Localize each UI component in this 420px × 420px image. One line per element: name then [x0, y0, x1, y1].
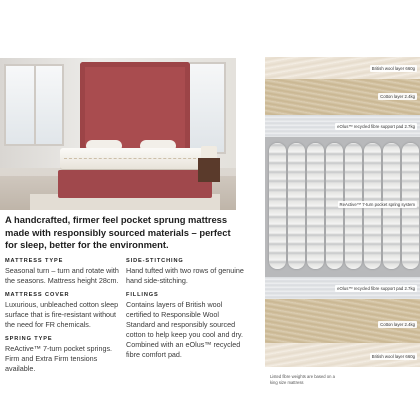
spec-title: SIDE-STITCHING — [126, 258, 184, 264]
layer-label: eOlus™ recycled fibre support pad 2.7kg — [337, 286, 415, 291]
layer-label: British wool layer 660g — [371, 354, 415, 359]
spring-system — [265, 137, 420, 277]
spec-side-stitching — [126, 258, 244, 286]
wool-layer-top — [265, 57, 420, 79]
product-photo — [0, 58, 236, 210]
spring-coil — [269, 143, 286, 269]
layer-label: Cotton layer 2.4kg — [380, 322, 415, 327]
spec-body: Contains layers of British wool certified to Responsible Wool Standard and responsibly sourced cotton to help keep you cool and dry. Combined with an eOlus™ recycled fibre comfort pad. — [126, 300, 243, 359]
layer-label: ReActive™ 7-turn pocket spring system — [339, 202, 415, 207]
spec-body: ReActive™ 7-turn pocket springs. Firm and Extra Firm tensions available. — [5, 344, 113, 373]
layer-label: eOlus™ recycled fibre support pad 2.7kg — [337, 124, 415, 129]
eolus-pad-top — [265, 115, 420, 137]
spec-body: Hand tufted with two rows of genuine hand side-stitching. — [126, 266, 244, 285]
layer-label: British wool layer 660g — [371, 66, 415, 71]
spec-title: MATTRESS COVER — [5, 292, 70, 298]
spec-title: FILLINGS — [126, 292, 159, 298]
cotton-layer-top — [265, 79, 420, 115]
spec-fillings — [126, 292, 244, 360]
headline: A handcrafted, firmer feel pocket sprung mattress made with responsibly sourced materials – perfect for sleep, better for the environment. — [5, 214, 231, 250]
mattress-cross-section — [265, 57, 420, 367]
divan-base — [58, 170, 212, 198]
footnote: Listed fibre weights are based on a king size mattress — [270, 374, 335, 385]
eolus-pad-bottom — [265, 277, 420, 299]
spec-title: MATTRESS TYPE — [5, 258, 64, 264]
specs-left-column — [5, 258, 123, 380]
bedside-table — [198, 158, 220, 182]
window-left — [4, 64, 64, 146]
spec-mattress-type — [5, 258, 123, 286]
spec-spring-type — [5, 336, 123, 374]
wool-layer-bottom — [265, 343, 420, 367]
spec-mattress-cover — [5, 292, 123, 330]
spec-body: Seasonal turn – turn and rotate with the seasons. Mattress height 28cm. — [5, 266, 119, 285]
specs-right-column — [126, 258, 244, 366]
spring-coil — [307, 143, 324, 269]
mattress — [60, 148, 210, 170]
spec-body: Luxurious, unbleached cotton sleep surface that is fire-resistant without the need for FR chemicals. — [5, 300, 119, 329]
layer-label: Cotton layer 2.4kg — [380, 94, 415, 99]
spring-coil — [288, 143, 305, 269]
spec-title: SPRING TYPE — [5, 336, 53, 342]
cotton-layer-bottom — [265, 299, 420, 343]
